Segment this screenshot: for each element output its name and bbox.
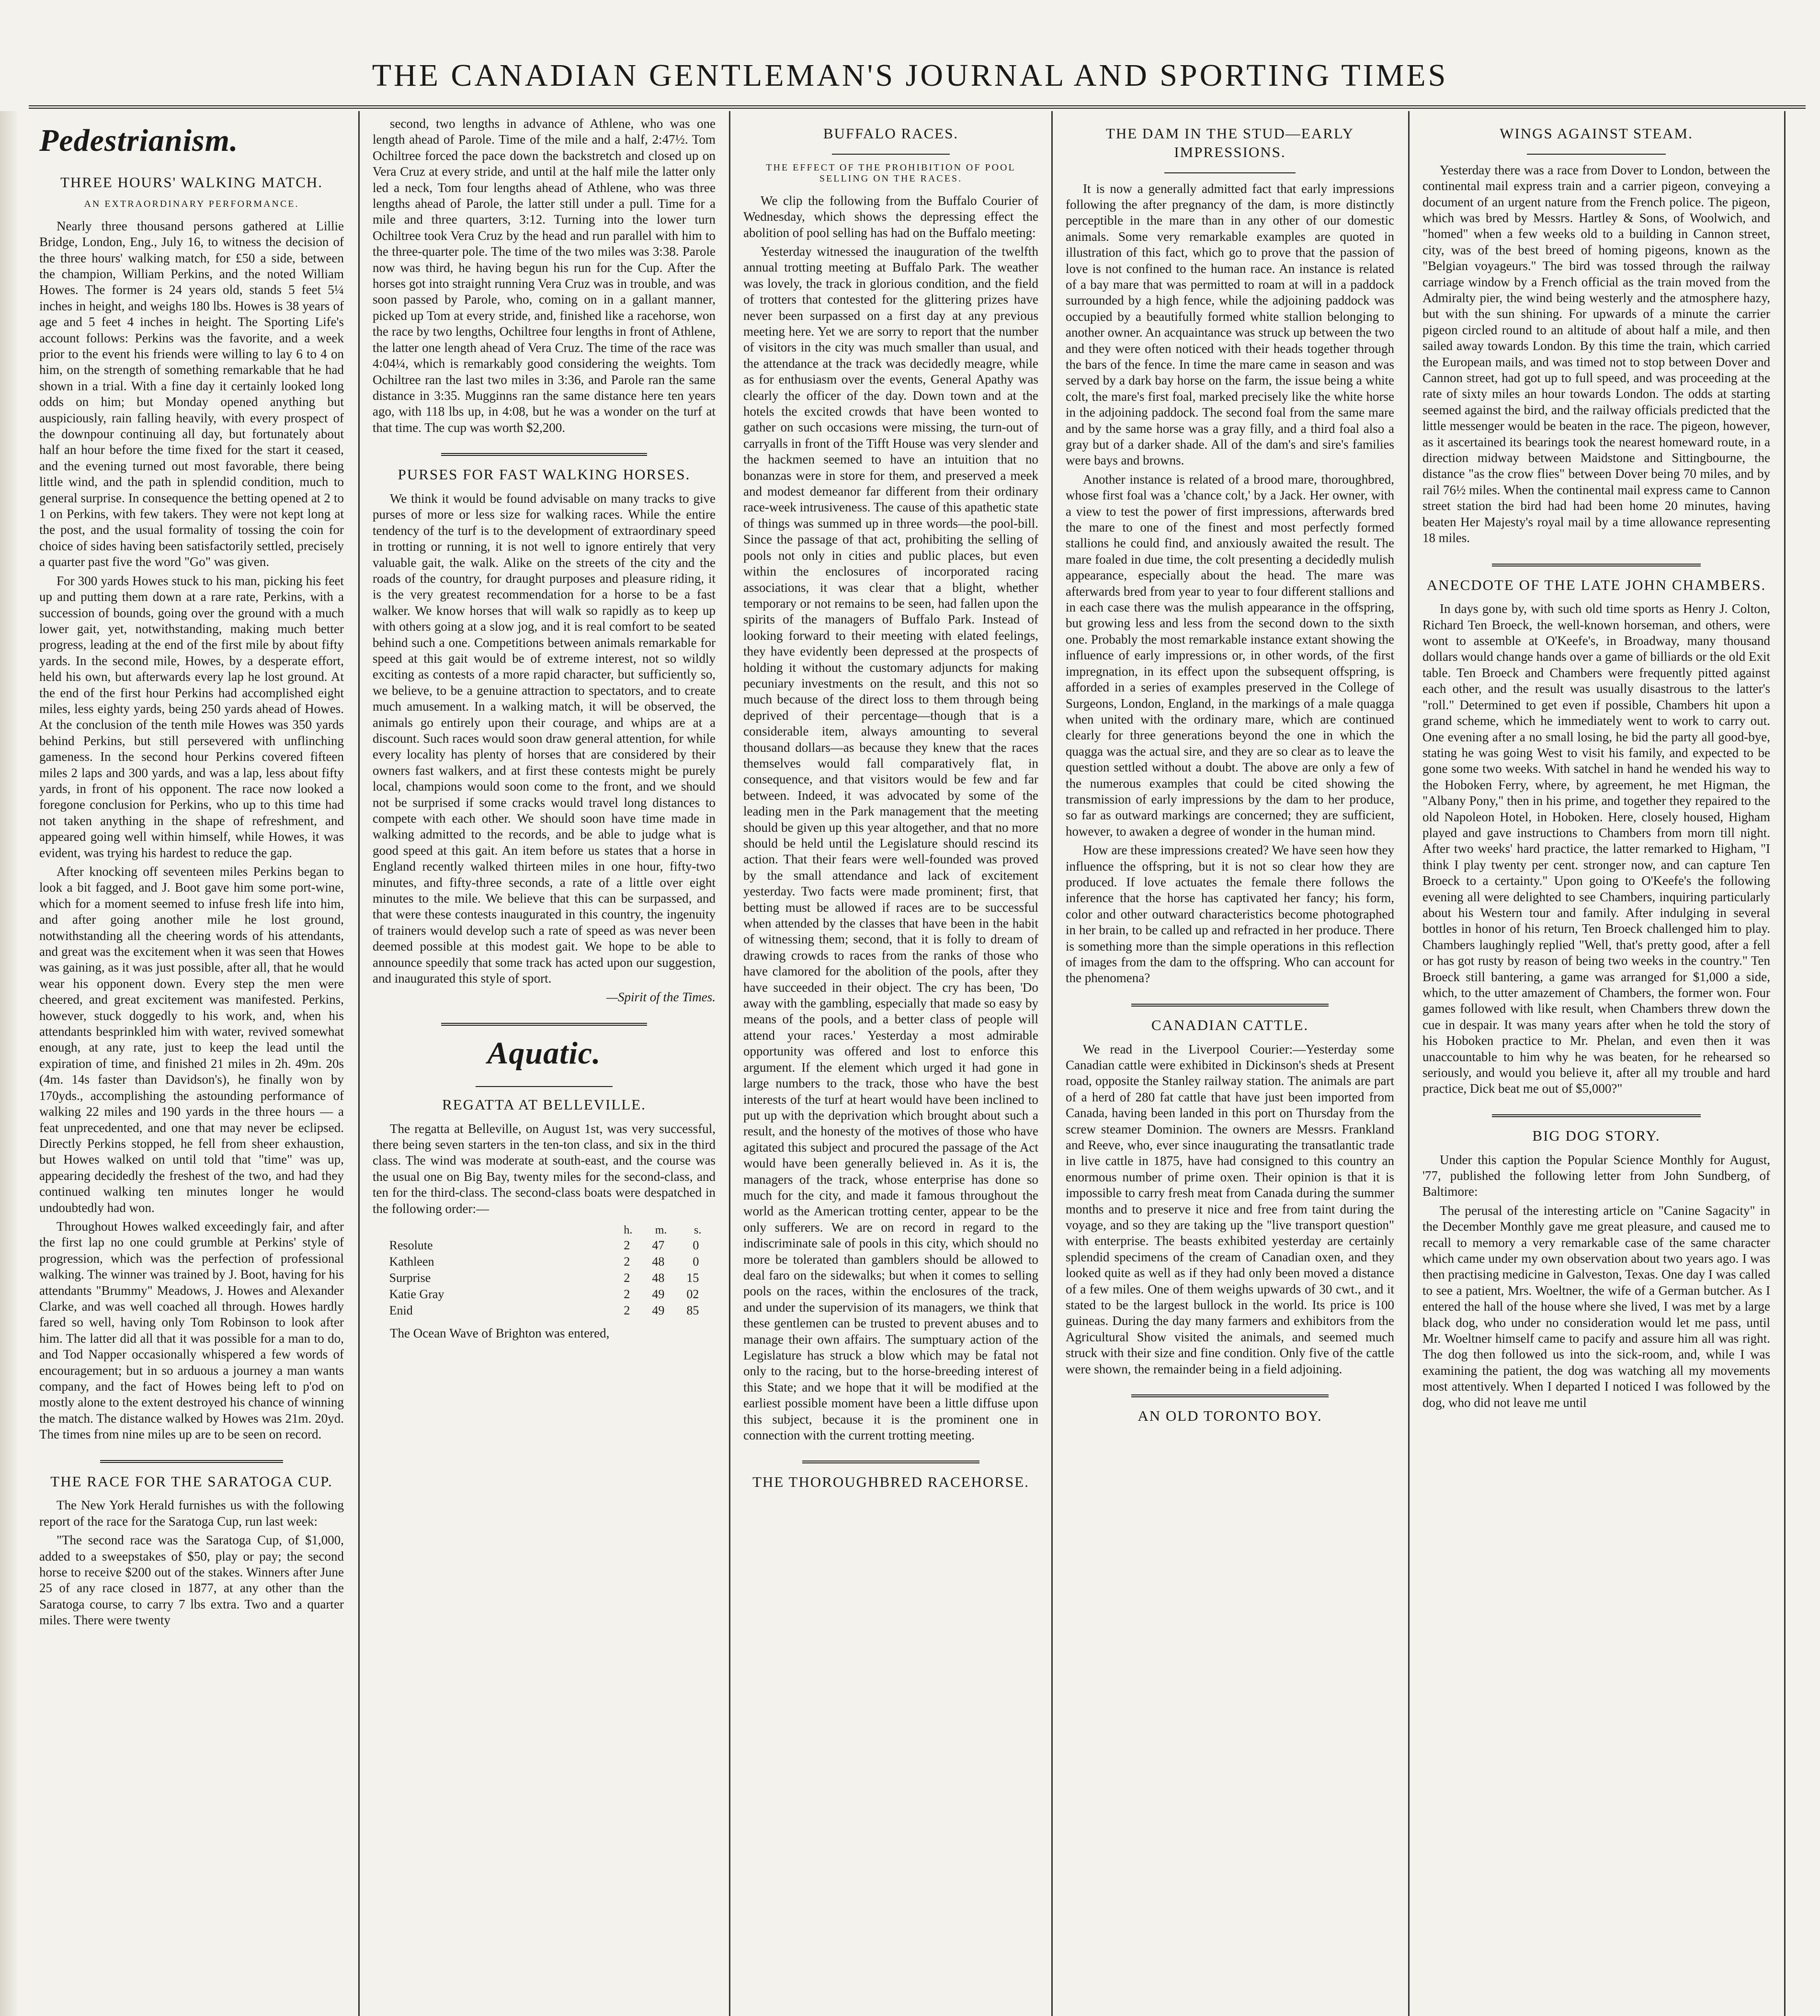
regatta-start-times-table [387,1223,702,1319]
article-paragraph: It is now a generally admitted fact that early impressions following the after pregnancy of the dam, is more distinctly perceptible in the mare than in any other of our domestic animals. Some very remarkable examples are quoted in illustration of this fact, which go to prove that the passion of love is not confined to the human race. An instance is related of a bay mare that was permitted to roam at will in a paddock surrounded by a high fence, while the adjoining paddock was occupied by a beautifully formed white stallion belonging to another owner. An acquaintance was struck up between the two and they were often noticed with their heads together through the bars of the fence. In time the mare came in season and was served by a dark bay horse on the farm, the issue being a white colt, the mare's first foal, marked precisely like the white horse in the adjoining paddock. The second foal from the same mare and by the same horse was a gray filly, and a third foal also a gray but of a darker shade. All of the dam's and sire's families were bays and browns. [1066,181,1394,468]
start-hours: 2 [624,1238,630,1253]
start-seconds: 15 [686,1271,699,1285]
article-paragraph: How are these impressions created? We have seen how they influence the offspring, but it is not so clear how they are produced. If love actuates the female there follows the inference that the horse has captivated her fancy; his form, color and other outward characteristics become photographed in her brain, to be called up and refracted in her produce. There is something more than the simple operations in this reflection of images from the dam to the offspring. Who can account for the phenomena? [1066,843,1394,985]
subhead-walking-match: AN EXTRAORDINARY PERFORMANCE. [84,198,299,209]
section-divider [1492,1114,1701,1117]
article-paragraph: The Ocean Wave of Brighton was entered, [390,1326,610,1341]
section-divider [832,154,950,155]
section-divider [441,1023,647,1026]
headline-toronto-boy: AN OLD TORONTO BOY. [1138,1407,1322,1425]
article-paragraph: The perusal of the interesting article on "Canine Sagacity" in the December Monthly gave me great pleasure, and caused me to recall to memory a very remarkable case of the same character which came under my own observation about two years ago. I was then practising medicine in Galveston, Texas. One day I was called to see a patient, Mrs. Woeltner, the wife of a German butcher. As I entered the hall of the house where she lived, I was met by a large black dog, who under no consideration would let me pass, until Mr. Woeltner himself came to pacify and assure him all was right. The dog then followed us into the sick-room, and, while I was examining the patient, the dog was watching all my movements most attentively. When I departed I noticed I was followed by the dog, who did not leave me until [1422,1203,1770,1410]
headline-wings-against-steam: WINGS AGAINST STEAM. [1500,125,1693,142]
start-hours: 2 [624,1255,630,1269]
masthead-rule [29,105,1806,109]
column-rule [729,111,730,2016]
start-seconds: 0 [693,1238,699,1253]
table-row [387,1302,702,1319]
article-paragraph: second, two lengths in advance of Athlene, who was one length ahead of Parole. Time of the mile and a half, 2:47½. Tom Ochiltree forced the pace down the backstretch and closed up on Vera Cruz at every stride, and until at the half mile the latter only led a neck, Tom four lengths ahead of Athlene, who was three lengths ahead of Parole, the latter still under a pull. Time for a mile and three quarters, 3:12. Turning into the lower turn Ochiltree took Vera Cruz by the head and run parallel with him to the three-quarter pole. The time of the two miles was 3:38. Parole now was third, he having begun his run for the Cup. After the horses got into straight running Vera Cruz was in trouble, and was soon passed by Parole, who, coming on in a gallant manner, picked up Tom at every stride, and, finished like a racehorse, won the race by two lengths, Ochiltree four lengths in front of Athlene, the latter one length ahead of Vera Cruz. The time of the race was 4:04¼, which is remarkably good considering the weights. Tom Ochiltree ran the last two miles in 3:36, and Parole ran the same distance in 3:35. Mugginns ran the same distance here ten years ago, with 118 lbs up, in 4:08, but he was a wonder on the turf at that time. The cup was worth $2,200. [373,116,716,435]
article-source: —Spirit of the Times. [606,990,716,1005]
section-divider [100,1460,283,1463]
section-divider [802,1461,979,1463]
article-paragraph: In days gone by, with such old time sports as Henry J. Colton, Richard Ten Broeck, the well-known horseman, and others, were wont to assemble at O'Keefe's, in Broadway, many thousand dollars would change hands over a game of billiards or the old Exit table. Ten Broeck and Chambers were frequently pitted against each other, and the result was usually disastrous to the latter's "roll." Determined to get even if possible, Chambers hit upon a grand scheme, which he immediately went to work to carry out. One evening after a no small losing, he bid the party all good-bye, stating he was going West to visit his family, and expected to be gone some two weeks. With satchel in hand he wended his way to the Hoboken Ferry, where, by agreement, he met Higman, the "Albany Pony," then in his prime, and together they repaired to the old Napoleon Hotel, in Hoboken. Here, closely housed, Higham played and gave instructions to Chambers from morn till night. After two weeks' hard practice, the latter remarked to Higham, "I think I play twenty per cent. stronger now, and can capture Ten Broeck to a certainty." Upon going to O'Keefe's the following evening all were delighted to see Chambers, inquiring particularly about his Western tour and family. After indulging in several bottles in honor of his return, Ten Broeck challenged him to play. Chambers laughingly replied "Well, that's pretty good, after a fell or has got rusty by reason of being two weeks in the country." Ten Broeck still bantering, a game was arranged for $1,000 a side, which, to the utter amazement of Chambers, the former won. Four games followed with like result, when Chambers threw down the cue in despair. It was many years after when he told the story of his Hoboken practice to Mr. Phelan, and even then it was unaccountable to him why he was beaten, for he rehearsed so seriously, and would you believe it, after all my trouble and hard practice, Dick beat me out of $5,000?" [1422,601,1770,1096]
column-rule [1408,111,1410,2016]
section-divider [1131,1394,1329,1397]
article-paragraph: We clip the following from the Buffalo Courier of Wednesday, which shows the depressing effect the abolition of pool selling has had on the Buffalo meeting: [743,193,1038,240]
article-paragraph: Under this caption the Popular Science Monthly for August, '77, published the following letter from John Sundberg, of Baltimore: [1422,1152,1770,1199]
subhead-buffalo-races: THE EFFECT OF THE PROHIBITION OF POOL SELLING ON THE RACES. [766,162,1016,184]
headline-john-chambers: ANECDOTE OF THE LATE JOHN CHAMBERS. [1426,576,1766,593]
boat-name: Kathleen [389,1255,434,1269]
table-header-row [387,1223,702,1237]
start-seconds: 85 [686,1303,699,1318]
section-divider [476,1086,613,1087]
newspaper-columns [0,111,1820,2016]
column-header-minutes: m. [655,1224,667,1237]
headline-canadian-cattle: CANADIAN CATTLE. [1151,1016,1309,1033]
column-1 [29,116,354,2012]
section-divider [1527,154,1666,155]
table-row [387,1286,702,1302]
article-paragraph: "The second race was the Saratoga Cup, of $1,000, added to a sweepstakes of $50, play or pay; the second horse to receive $200 out of the stakes. Winners after June 25 of any race closed in 1877, at any other than the Saratoga course, to carry 7 lbs extra. Two and a quarter miles. There were twenty [39,1533,344,1628]
newspaper-title: THE CANADIAN GENTLEMAN'S JOURNAL AND SPORTING TIMES [372,58,1448,93]
column-rule [1784,111,1786,2016]
headline-big-dog-story: BIG DOG STORY. [1532,1127,1661,1144]
column-rule [1051,111,1053,2016]
column-5 [1412,116,1781,2012]
boat-name: Surprise [389,1271,431,1285]
column-3 [733,116,1049,2012]
start-minutes: 48 [652,1255,665,1269]
section-divider [441,453,647,456]
start-seconds: 02 [686,1287,699,1302]
article-paragraph: For 300 yards Howes stuck to his man, picking his feet up and putting them down at a rare rate, Perkins, with a succession of bounds, going over the ground with a much lower gait, yet, notwithstanding, making much better progress, leading at the end of the first mile by about fifty yards. In the second mile, Howes, by a desperate effort, held his own, but afterwards every lap he lost ground. At the end of the first hour Perkins had accomplished eight miles, less eighty yards, being 250 yards ahead of Howes. At the conclusion of the tenth mile Howes was 350 yards behind Perkins, but still persevered with unflinching gameness. In the second hour Perkins covered fifteen miles 2 laps and 300 yards, and was a lap, less about fifty yards, in front of his opponent. The race now looked a foregone conclusion for Perkins, who up to this time had not taken anything in the shape of refreshment, and appeared going well within himself, while Howes, it was evident, was trying his hardest to reduce the gap. [39,573,344,860]
start-minutes: 48 [652,1271,665,1285]
start-minutes: 47 [652,1238,665,1253]
article-paragraph: We read in the Liverpool Courier:—Yesterday some Canadian cattle were exhibited in Dickinson's sheds at Present road, opposite the Stanley railway station. The animals are part of a herd of 280 fat cattle that have just been imported from Canada, having been landed in this port on Thursday from the screw steamer Dominion. The owners are Messrs. Frankland and Reeve, who, ever since inaugurating the transatlantic trade in live cattle in 1875, have had consigned to this country an enormous number of prime oxen. Their opinion is that it is impossible to carry fresh meat from Canada during the summer months and to preserve it nice and free from taint during the voyage, and so they are taking up the "live transport question" with enterprise. The beasts exhibited yesterday are certainly splendid specimens of the cream of Canadian oxen, and they looked quite as well as if they had only been moved a distance of a few miles. One of them weighs upwards of 30 cwt., and it stated to be the largest bullock in the world. Its price is 100 guineas. During the day many farmers and exhibitors from the Agricultural Show visited the animals, and seemed much struck with their size and fine condition. Only five of the cattle were shown, the remainder being in a field adjoining. [1066,1042,1394,1376]
article-paragraph: Yesterday there was a race from Dover to London, between the continental mail express train and a carrier pigeon, conveying a document of an urgent nature from the French police. The pigeon, which was bred by Messrs. Hartley & Sons, of Woolwich, and "homed" when a few weeks old to a building in Cannon street, city, was of the best breed of homing pigeons, known as the "Belgian voyageurs." The bird was tossed through the railway carriage window by a French official as the train moved from the Admiralty pier, the wind being westerly and the atmosphere hazy, but with the sun shining. For upwards of a minute the carrier pigeon circled round to an altitude of about half a mile, and then sailed away towards London. By this time the train, which carried the European mails, and was timed not to stop between Dover and Cannon street, had got up to full speed, and was proceeding at the rate of sixty miles an hour towards London. The odds at starting seemed against the bird, and the railway officials predicted that the little messenger would be beaten in the race. The pigeon, however, as it ascertained its bearings took the nearest homeward route, in a direction midway between Maidstone and Sittingbourne, the distance "as the crow flies" between Dover being 70 miles, and by rail 76½ miles. When the continental mail express came to Cannon street station the bird had had been home 20 minutes, having beaten Her Majesty's royal mail by a time allowance representing 18 miles. [1422,162,1770,545]
start-seconds: 0 [693,1255,699,1269]
section-heading-aquatic: Aquatic. [487,1035,601,1071]
boat-name: Katie Gray [389,1287,444,1302]
column-2 [362,116,726,2012]
start-hours: 2 [624,1287,630,1302]
masthead [0,0,1820,110]
table-row [387,1237,702,1254]
article-paragraph: Nearly three thousand persons gathered at Lillie Bridge, London, Eng., July 16, to witness the decision of the three hours' walking match, for £50 a side, between the champion, William Perkins, and the noted William Howes. The former is 24 years old, stands 5 feet 5¼ inches in height, and weighs 180 lbs. Howes is 38 years of age and 5 feet 4 inches in height. The Sporting Life's account follows: Perkins was the favorite, and a week prior to the event his friends were willing to lay 6 to 4 on him, on the strength of something remarkable that he had shown in a trial. With a fine day it certainly looked long odds on him; but Monday opened anything but auspiciously, rain falling heavily, with every prospect of the downpour continuing all day, but fortunately about half an hour before the time fixed for the start it ceased, and the evening turned out most favorable, there being little wind, and the path in splendid condition, much to general surprise. In consequence the betting opened at 2 to 1 on Perkins, with few takers. They were not kept long at the post, and the usual formality of tossing the coin for choice of sides having been satisfactorily settled, precisely a quarter past five the word "Go" was given. [39,218,344,569]
headline-thoroughbred: THE THOROUGHBRED RACEHORSE. [752,1473,1029,1491]
column-4 [1055,116,1405,2012]
boat-name: Enid [389,1303,413,1318]
article-paragraph: Another instance is related of a brood mare, thoroughbred, whose first foal was a 'chance colt,' by a Jack. Her owner, with a view to test the power of first impressions, afterwards bred the mare to one of the finest and most perfectly formed stallions he could find, and anxiously awaited the result. The mare foaled in due time, the colt presenting a decidedly mulish appearance, especially about the head. The mare was afterwards bred from year to year to four different stallions and in each case there was the mulish appearance in the offspring, but growing less and less from the second down to the sixth one. Probably the most remarkable instance extant showing the influence of early impressions or, in other words, of the first impregnation, in its effect upon the subsequent offspring, is afforded in a series of examples preserved in the College of Surgeons, London, England, in the markings of a male quagga when united with the ordinary mare, which are continued clearly for three generations beyond the one in which the quagga was the actual sire, and they are so clear as to leave the question settled without a doubt. The above are only a few of the numerous examples that could be cited showing the transmission of early impressions by the dam to her produce, so far as outward markings are concerned; they are sufficient, however, to awaken a degree of wonder in the human mind. [1066,472,1394,838]
start-hours: 2 [624,1271,630,1285]
section-divider [1492,564,1701,566]
section-divider [1131,1004,1329,1007]
article-paragraph: The New York Herald furnishes us with the following report of the race for the Saratoga Cup, run last week: [39,1498,344,1529]
article-paragraph: After knocking off seventeen miles Perkins began to look a bit fagged, and J. Boot gave him some port-wine, which for a moment seemed to infuse fresh life into him, and after going another mile he lost ground, notwithstanding all the cheering words of his attendants, and great was the excitement when it was seen that Howes was gaining, as it was just possible, after all, that he would wear his opponent down. Every step the men were cheered, and great excitement was manifested. Perkins, however, stuck doggedly to his work, and, when his attendants besprinkled him with water, revived somewhat enough, at any rate, just to keep the lead until the expiration of time, and finished 21 miles in 2h. 49m. 20s (4m. 14s faster than Davidson's), he finally won by 170yds., accomplishing the astounding performance of walking 22 miles and 190 yards in the three hours — a feat unprecedented, and one that may never be eclipsed. Directly Perkins stopped, he fell from sheer exhaustion, but Howes walked on until told that "time" was up, appearing decidedly the freshest of the two, and had they continued walking ten minutes longer he would undoubtedly had won. [39,864,344,1215]
headline-walking-match: THREE HOURS' WALKING MATCH. [60,174,323,191]
start-minutes: 49 [652,1303,665,1318]
start-minutes: 49 [652,1287,665,1302]
start-hours: 2 [624,1303,630,1318]
headline-dam-in-stud: THE DAM IN THE STUD—EARLY IMPRESSIONS. [1105,125,1354,160]
article-paragraph: Yesterday witnessed the inauguration of the twelfth annual trotting meeting at Buffalo Park. The weather was lovely, the track in glorious condition, and the field of trotters that contested for the glittering prizes have never been surpassed on a first day at any previous meeting here. Yet we are sorry to report that the number of visitors in the city was much smaller than usual, and the attendance at the track was decidedly meagre, while as for enthusiasm over the events, General Apathy was clearly the officer of the day. Down town and at the hotels the excited crowds that have been wonted to gather on such occasions were missing, the turn-out of carryalls in front of the Tifft House was very slender and the hackmen seemed to have an intuition that no bonanzas were in store for them, and preserved a meek and modest demeanor far different from their ordinary race-week intrusiveness. The cause of this apathetic state of things was summed up in three words—the pool-bill. Since the passage of that act, prohibiting the selling of pools not only in cities and public places, but even within the enclosures of incorporated racing associations, it was clear that a blight, whether temporary or not remains to be seen, had fallen upon the spirits of the managers of Buffalo Park. Instead of looking forward to their meeting with elated feelings, they have evidently been depressed at the prospects of holding it without the customary adjuncts for making pecuniary investments on the result, and this not so much because of the direct loss to them through being deprived of their percentage—though that is a considerable item, always amounting to several thousand dollars—as because they knew that the races themselves would fall comparatively flat, in consequence, and that visitors would be few and far between. Indeed, it was advocated by some of the leading men in the Park management that the meeting should be given up this year altogether, and that no more should be held until the Legislature should rescind its action. That their fears were well-founded was proved by the small attendance and lack of excitement yesterday. Two facts were made prominent; first, that betting must be allowed if races are to be successful when attended by the classes that have been in the habit of witnessing them; second, that it is folly to dream of drawing crowds to races from the ranks of those who have clamored for the abolition of the pools, after they have succeeded in their object. The cry has been, 'Do away with the gambling, especially that made so easy by means of the pools, and a better class of people will attend your races.' Yesterday a most admirable opportunity was offered and lost to enforce this argument. If the element which urged it had gone in large numbers to the track, those who have the best interests of the turf at heart would have been inclined to put up with the deprivation which brought about such a result, and the honesty of the motives of those who have agitated this subject and procured the passage of the Act would have been generally believed in. As it is, the managers of the track, whose enterprise has done so much for the city, and made it famous throughout the world as the American trotting center, appear to be the only sufferers. We are on record in regard to the indiscriminate sale of pools in this city, which should no more be tolerated than gamblers should be allowed to deal faro on the sidewalks; but when it comes to selling pools on the races, within the enclosures of the track, and under the supervision of its managers, we think that these gentlemen can be trusted to prevent abuses and to manage their own affairs. The sumptuary action of the Legislature has struck a blow which may be fatal not only to the racing, but to the horse-breeding interest of this State; and we hope that it will be modified at the earliest possible moment have been a little diffuse upon this subject, because it is the prominent one in connection with the current trotting meeting. [743,244,1038,1443]
column-header-hours: h. [624,1224,633,1237]
article-paragraph: Throughout Howes walked exceedingly fair, and after the first lap no one could grumble at Perkins' style of progression, which was the perfection of professional walking. The winner was trained by J. Boot, having for his attendants "Brummy" Meadows, J. Howes and Alexander Clarke, and was well coached all through. Howes hardly fared so well, having only Tom Robinson to look after him. The latter did all that it was possible for a man to do, and Tod Napper occasionally whispered a few words of encouragement; but in so arduous a journey a man wants company, and the fact of Howes being left to p'od on mostly alone to the extent destroyed his chance of winning the match. The distance walked by Howes was 21m. 20yd. The times from nine miles up are to be seen on record. [39,1219,344,1442]
section-heading-pedestrianism: Pedestrianism. [39,123,239,158]
headline-saratoga-cup: THE RACE FOR THE SARATOGA CUP. [50,1472,333,1490]
headline-buffalo-races: BUFFALO RACES. [823,125,959,142]
headline-walking-horses: PURSES FOR FAST WALKING HORSES. [398,466,691,483]
headline-regatta: REGATTA AT BELLEVILLE. [442,1096,646,1113]
boat-name: Resolute [389,1238,433,1253]
article-paragraph: We think it would be found advisable on many tracks to give purses of more or less size for walking races. While the entire tendency of the turf is to the development of extraordinary speed in trotting or running, it is not well to ignore entirely that very valuable gait, the walk. Alike on the streets of the city and the roads of the country, for draught purposes and pleasure riding, it is the very greatest recommendation for a horse to be a fast walker. We know horses that will walk so rapidly as to keep up with others going at a slow jog, and it is real comfort to be seated behind such a one. Competitions between animals remarkable for speed at this gait would be of extreme interest, not so wildly exciting as contests of a more rapid character, but sufficiently so, we believe, to be a genuine attraction to spectators, and to create much amusement. In a walking match, it will be observed, the animals go entirely upon their courage, and whips are at a discount. Such races would soon draw general attention, for while every locality has plenty of horses that are considered by their owners fast walkers, and at first these contests might be purely local, champions would soon come to the front, and we should not be surprised if some cracks would travel long distances to compete with each other. We should soon have time made in walking admitted to the records, and be able to judge what is good speed at this gait. An item before us states that a horse in England recently walked thirteen miles in one hour, fifty-two minutes, and fifty-three seconds, a rate of a little over eight minutes to the mile. We believe that this can be surpassed, and that were these contests inaugurated in this country, the ingenuity of trainers would develop such a rate of speed as was never been deemed possible at this modest gait. We hope to be able to announce speedily that some track has acted upon our suggestion, and inaugurated this style of sport. [373,491,716,986]
column-header-seconds: s. [694,1224,702,1237]
table-row [387,1270,702,1286]
table-row [387,1254,702,1270]
article-paragraph: The regatta at Belleville, on August 1st, was very successful, there being seven starters in the ten-ton class, and six in the third class. The wind was moderate at south-east, and the course was the usual one on Big Bay, twenty miles for the second-class, and ten for the third-class. The second-class boats were despatched in the following order:— [373,1121,716,1216]
column-rule [358,111,360,2016]
section-divider [1164,172,1296,173]
